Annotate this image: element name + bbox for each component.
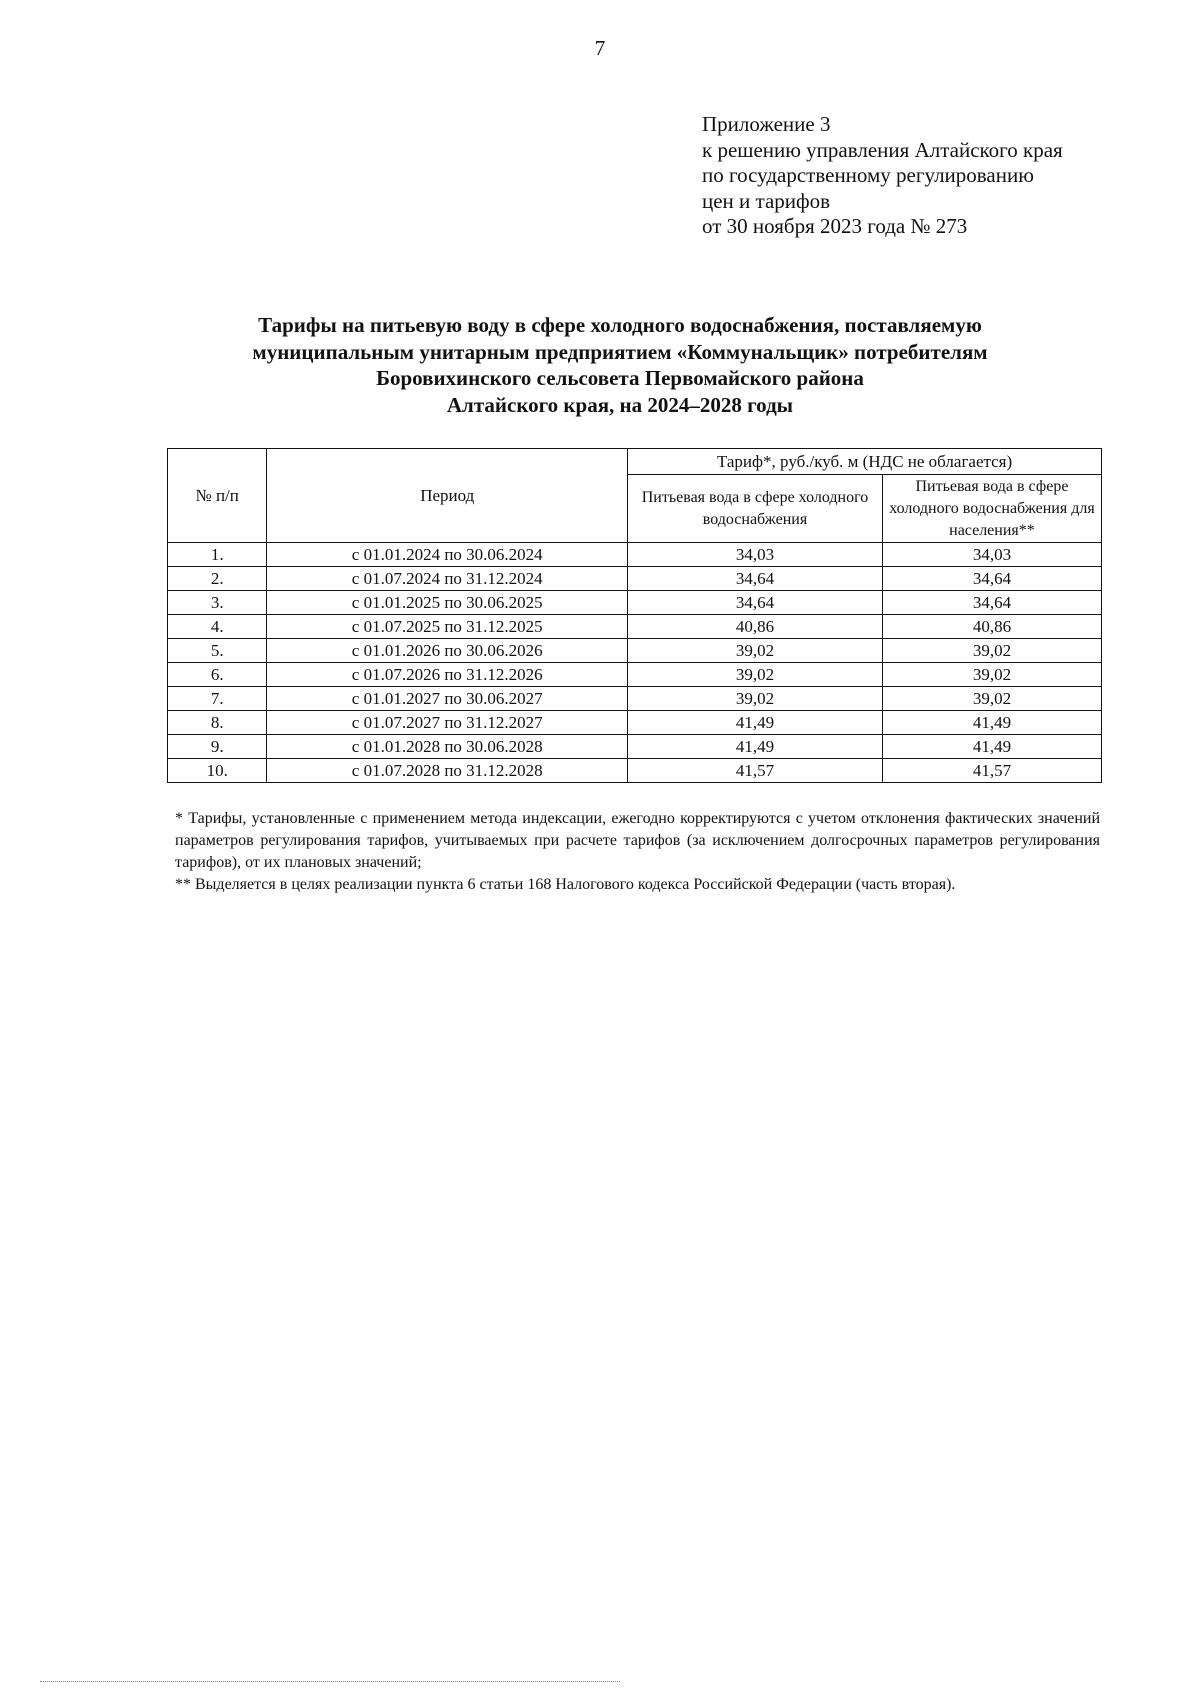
footnote-1: * Тарифы, установленные с применением метода индексации, ежегодно корректируются с учетом отклонения фактических значений параметров регулирования тарифов, учитываемых при расчете тарифов (за исключением долгосрочных параметров регулирования тарифов), от их плановых значений; [175, 810, 1100, 871]
table-row [168, 687, 1102, 711]
row-tariff-a-cell: 39,02 [628, 663, 883, 687]
row-period-cell: с 01.07.2027 по 31.12.2027 [267, 711, 628, 735]
scan-artifact-line [40, 1681, 620, 1683]
appendix-line: от 30 ноября 2023 года № 273 [702, 214, 968, 238]
title-line: Алтайского края, на 2024–2028 годы [446, 392, 794, 417]
row-num-cell: 2. [168, 567, 267, 591]
footnotes [175, 808, 1100, 896]
row-tariff-a-cell: 39,02 [628, 687, 883, 711]
table-row [168, 567, 1102, 591]
row-num-cell: 3. [168, 591, 267, 615]
title-line: муниципальным унитарным предприятием «Коммунальщик» потребителям [252, 339, 988, 364]
row-period-cell: с 01.07.2028 по 31.12.2028 [267, 759, 628, 783]
table-row [168, 735, 1102, 759]
row-num-cell: 6. [168, 663, 267, 687]
row-tariff-b-cell: 41,49 [882, 711, 1101, 735]
row-num-cell: 1. [168, 543, 267, 567]
row-tariff-b-cell: 34,64 [882, 591, 1101, 615]
title-line: Боровихинского сельсовета Первомайского района [376, 366, 864, 390]
appendix-line: цен и тарифов [702, 188, 831, 213]
header-period: Период [267, 449, 628, 543]
row-period-cell: с 01.01.2028 по 30.06.2028 [267, 735, 628, 759]
row-num-cell: 7. [168, 687, 267, 711]
document-title [150, 312, 1090, 418]
row-num-cell: 8. [168, 711, 267, 735]
table-row [168, 759, 1102, 783]
row-tariff-b-cell: 40,86 [882, 615, 1101, 639]
row-tariff-a-cell: 40,86 [628, 615, 883, 639]
table-row [168, 663, 1102, 687]
row-tariff-a-cell: 34,64 [628, 591, 883, 615]
table-row [168, 543, 1102, 567]
row-num-cell: 9. [168, 735, 267, 759]
row-tariff-b-cell: 41,57 [882, 759, 1101, 783]
appendix-line: по государственному регулированию [702, 163, 1034, 187]
row-period-cell: с 01.01.2026 по 30.06.2026 [267, 639, 628, 663]
row-tariff-b-cell: 41,49 [882, 735, 1101, 759]
row-period-cell: с 01.07.2026 по 31.12.2026 [267, 663, 628, 687]
row-period-cell: с 01.07.2024 по 31.12.2024 [267, 567, 628, 591]
table-row [168, 591, 1102, 615]
table-row [168, 639, 1102, 663]
page-number: 7 [594, 36, 606, 60]
row-period-cell: с 01.07.2025 по 31.12.2025 [267, 615, 628, 639]
appendix-line: к решению управления Алтайского края [702, 137, 1063, 162]
header-col-b: Питьевая вода в сфере холодного водоснабжения для населения** [882, 475, 1101, 543]
row-tariff-b-cell: 39,02 [882, 687, 1101, 711]
table-row [168, 615, 1102, 639]
row-num-cell: 5. [168, 639, 267, 663]
appendix-line: Приложение 3 [702, 112, 831, 136]
row-tariff-a-cell: 41,57 [628, 759, 883, 783]
row-tariff-b-cell: 34,64 [882, 567, 1101, 591]
row-period-cell: с 01.01.2024 по 30.06.2024 [267, 543, 628, 567]
row-tariff-a-cell: 39,02 [628, 639, 883, 663]
header-tariff-group: Тариф*, руб./куб. м (НДС не облагается) [628, 449, 1102, 475]
row-tariff-b-cell: 39,02 [882, 639, 1101, 663]
title-line: Тарифы на питьевую воду в сфере холодного водоснабжения, поставляемую [258, 313, 982, 337]
row-period-cell: с 01.01.2027 по 30.06.2027 [267, 687, 628, 711]
tariff-table [167, 448, 1102, 783]
row-tariff-a-cell: 34,64 [628, 567, 883, 591]
footnote-2: ** Выделяется в целях реализации пункта 6 статьи 168 Налогового кодекса Российской Федерации (часть вторая). [175, 876, 956, 893]
row-period-cell: с 01.01.2025 по 30.06.2025 [267, 591, 628, 615]
header-col-a: Питьевая вода в сфере холодного водоснабжения [628, 475, 883, 543]
row-tariff-a-cell: 41,49 [628, 711, 883, 735]
row-tariff-a-cell: 41,49 [628, 735, 883, 759]
row-num-cell: 10. [168, 759, 267, 783]
table-row [168, 711, 1102, 735]
row-num-cell: 4. [168, 615, 267, 639]
row-tariff-a-cell: 34,03 [628, 543, 883, 567]
row-tariff-b-cell: 34,03 [882, 543, 1101, 567]
row-tariff-b-cell: 39,02 [882, 663, 1101, 687]
appendix-block [702, 112, 1063, 240]
header-num: № п/п [168, 449, 267, 543]
